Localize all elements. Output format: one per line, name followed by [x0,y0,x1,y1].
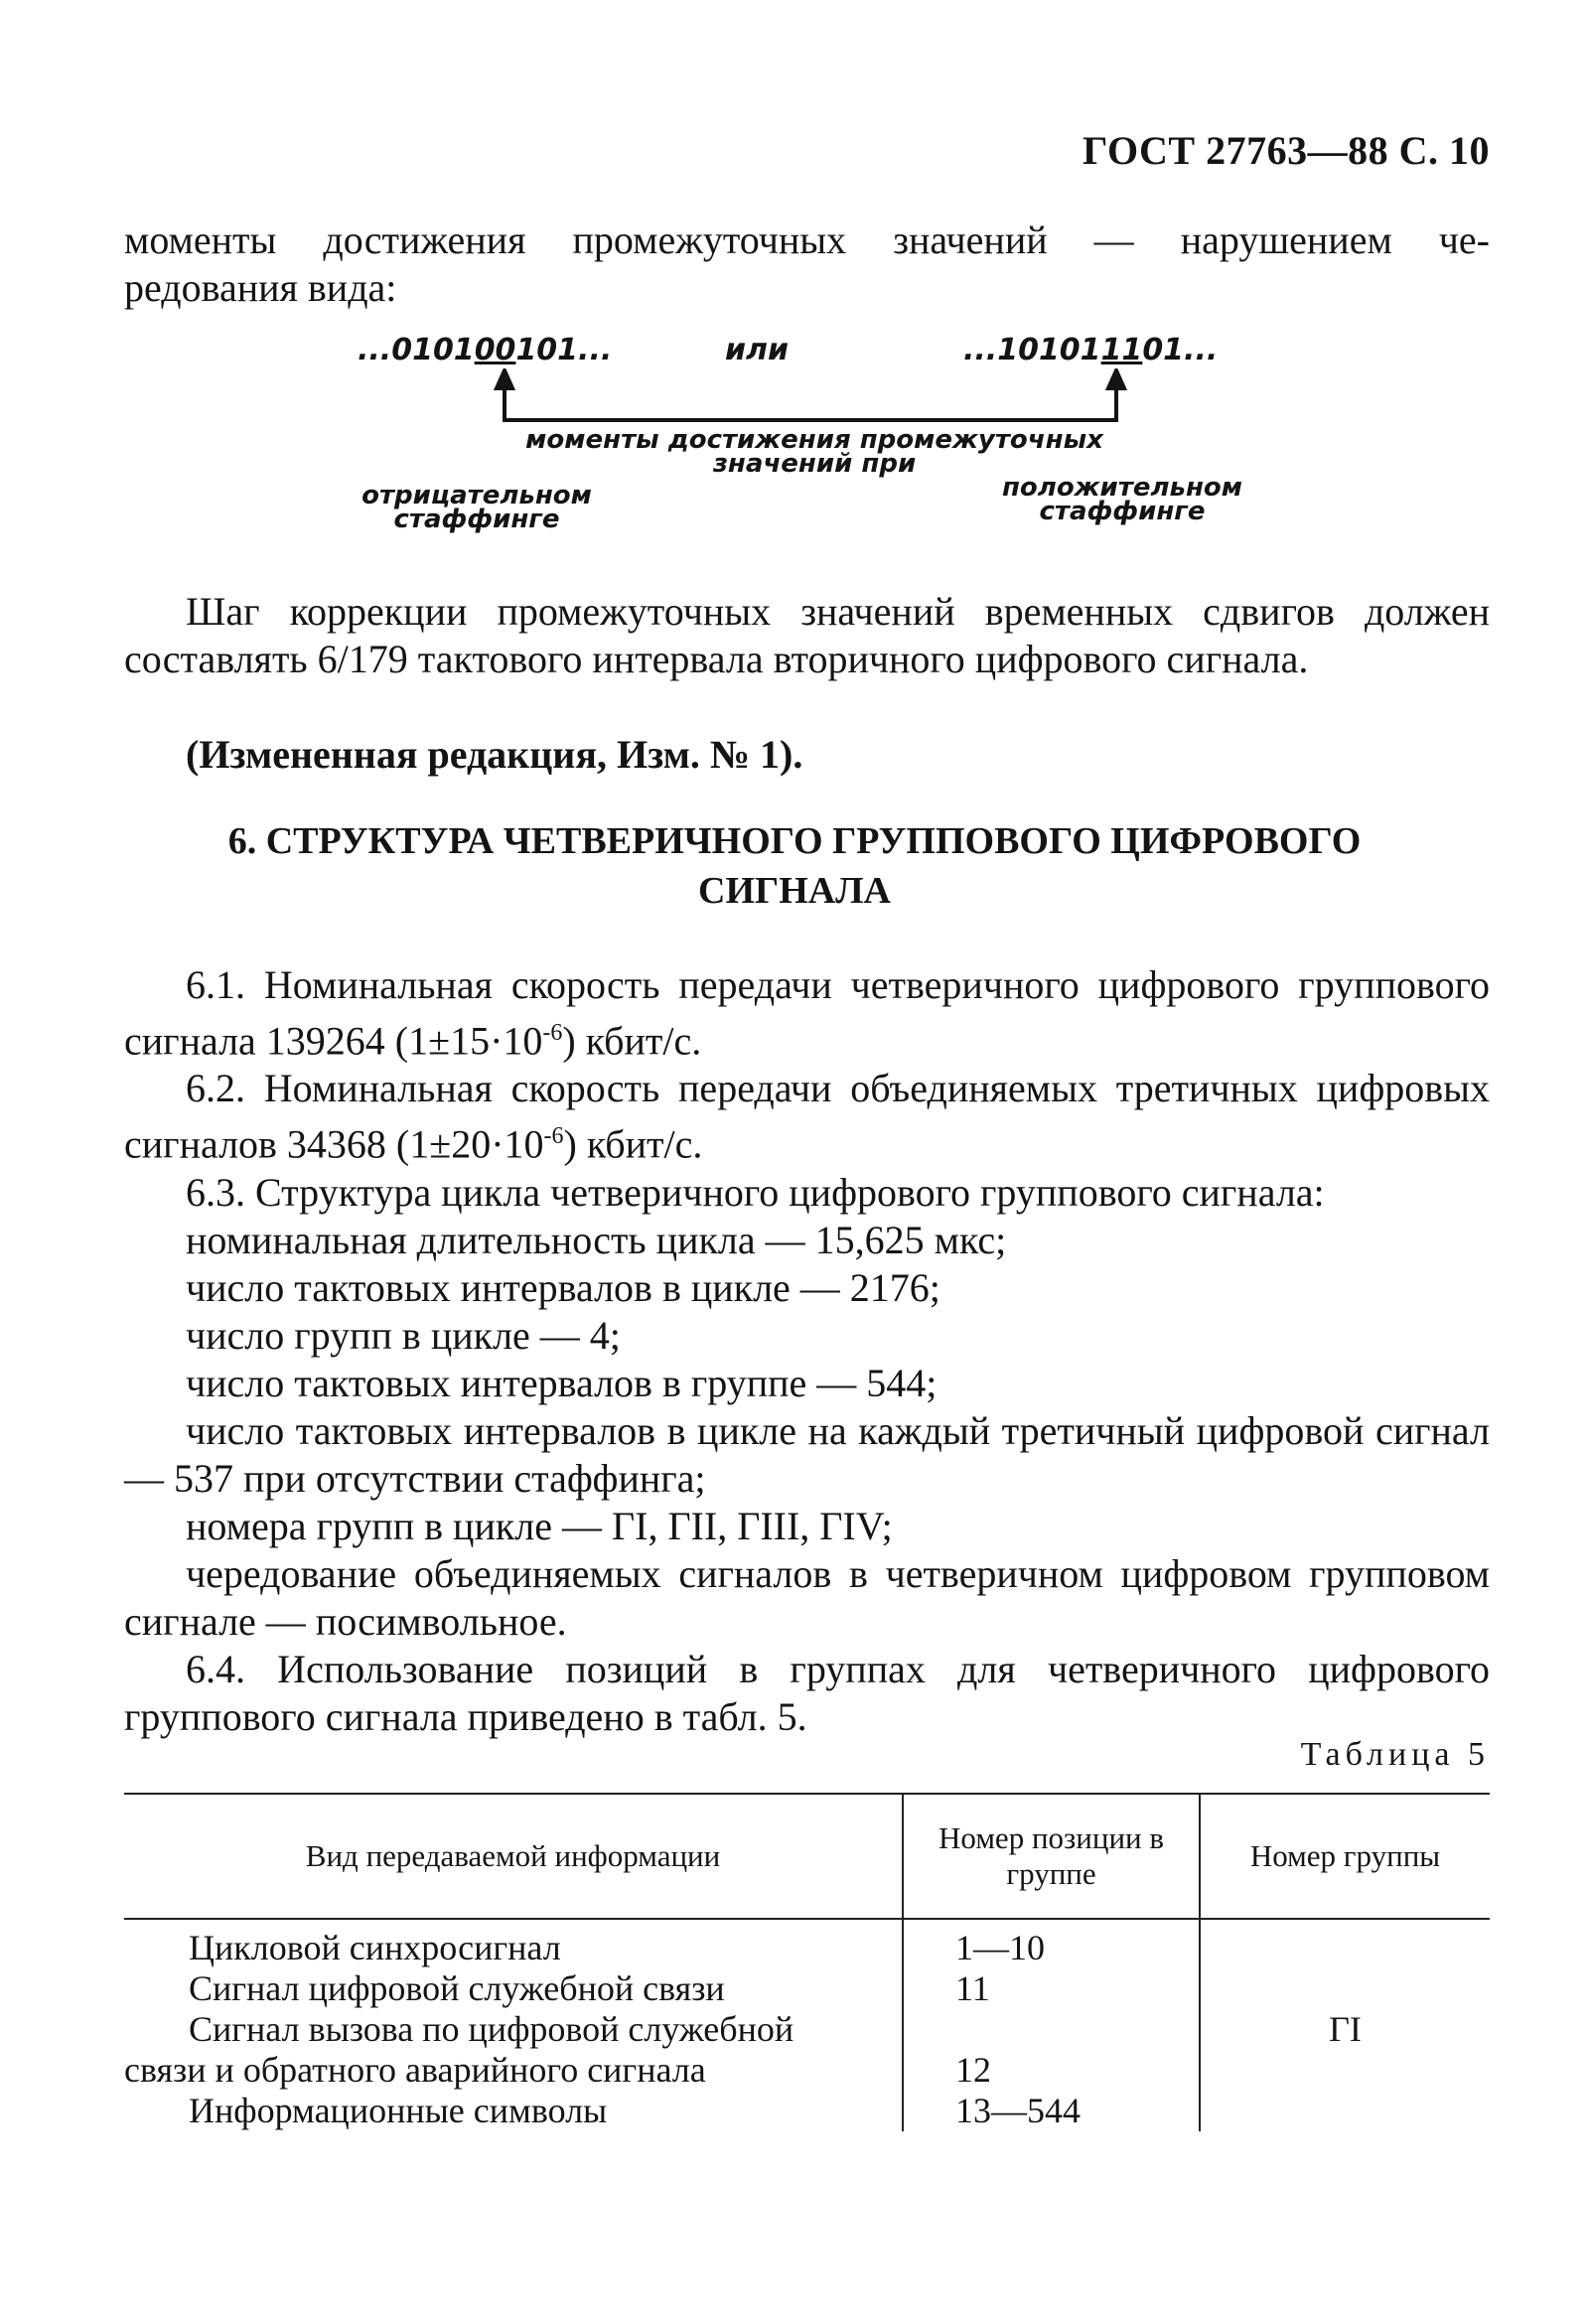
clause-6-3-item: число тактовых интервалов в цикле на каждый третичный цифровой сигнал — 537 при отсутствии стаффинга; [124,1407,1490,1501]
bracket-arrows [338,368,1231,428]
column-header-info: Вид передаваемой информации [124,1794,903,1919]
position-cell [903,1919,1200,2131]
intro-line-2: редования вида: [124,265,397,310]
negative-line-2: стаффинге [393,505,560,534]
section-6-body [124,961,1490,1741]
edition-note: (Измененная редакция, Изм. № 1). [186,732,803,777]
table-body-row [124,1919,1490,2131]
negative-line-1: отрицательном [361,481,592,510]
clause-6-2: 6.2. Номинальная скорость передачи объединяемых третичных цифровых сигналов 34368 $(1\pm 20\cdot 10^{-6})$ кбит/с. [124,1066,1490,1167]
clause-6-1: 6.1. Номинальная скорость передачи четверичного цифрового группового сигнала 139264 $(1\pm 15\cdot 10^{-6})$ кбит/с. [124,962,1490,1064]
or-label: или [725,333,790,367]
clause-6-3-item: номера групп в цикле — ГI, ГII, ГIII, ГIV; [186,1503,893,1548]
diagram-caption-line-1: моменты достижения промежуточных [525,425,1103,455]
right-arrow-icon [1108,370,1124,418]
sequence-negative: ...010100101... [358,333,613,367]
section-title-line-1: 6. СТРУКТУРА ЧЕТВЕРИЧНОГО ГРУППОВОГО ЦИФРОВОГО [227,820,1362,862]
position-spacer [904,2009,1199,2050]
intro-line-1: моменты достижения промежуточных значений — нарушением че- [124,218,1490,262]
group-cell: ГI [1200,1919,1490,2131]
position-value: 1—10 [955,1928,1046,1967]
diagram-caption-line-2: значений при [712,449,917,479]
staffing-diagram [338,333,1243,561]
negative-staffing-label [328,481,626,534]
column-header-group: Номер группы [1200,1794,1490,1919]
table-5 [124,1793,1490,2131]
clause-6-3-item: число тактовых интервалов в группе — 544; [186,1360,938,1405]
sequence-positive: ...101011101... [963,333,1219,367]
table-caption: Таблица 5 [1300,1736,1490,1773]
info-cell [124,1919,903,2131]
table-row: Сигнал цифровой служебной связи [189,1968,725,2008]
table-row: Сигнал вызова по цифровой служебной [189,2009,794,2049]
step-paragraph-block [124,588,1490,683]
clause-6-3-item: чередование объединяемых сигналов в четверичном цифровом групповом сигнале — посимвольное. [124,1550,1490,1644]
positive-line-1: положительном [1001,473,1243,503]
table-row: Цикловой синхросигнал [189,1928,561,1967]
table-row: Информационные символы [189,2091,608,2130]
diagram-caption [487,425,1142,479]
step-paragraph: Шаг коррекции промежуточных значений временных сдвигов должен составлять 6/179 тактового интервала вторичного цифрового сигнала. [124,589,1490,681]
section-title-line-2: СИГНАЛА [698,870,891,912]
positive-line-2: стаффинге [1039,497,1206,526]
clause-6-4: 6.4. Использование позиций в группах для четверичного цифрового группового сигнала приведено в табл. 5. [124,1646,1490,1739]
clause-6-3-item: число тактовых интервалов в цикле — 2176; [186,1264,940,1310]
clause-6-3: 6.3. Структура цикла четверичного цифрового группового сигнала: [186,1169,1325,1215]
section-title [149,816,1440,916]
page-header: ГОСТ 27763—88 С. 10 [1082,128,1490,173]
position-value: 12 [955,2050,992,2090]
positive-staffing-label [973,473,1271,526]
clause-6-3-item: число групп в цикле — 4; [186,1312,621,1358]
table-header-row [124,1794,1490,1919]
position-value: 11 [955,1968,990,2008]
clause-6-3-item: номинальная длительность цикла — 15,625 мкс; [186,1217,1007,1262]
position-value: 13—544 [955,2091,1082,2130]
left-arrow-icon [497,370,512,418]
column-header-position: Номер позиции в группе [903,1794,1200,1919]
intro-paragraph [124,217,1490,312]
table-row: связи и обратного аварийного сигнала [124,2050,706,2090]
